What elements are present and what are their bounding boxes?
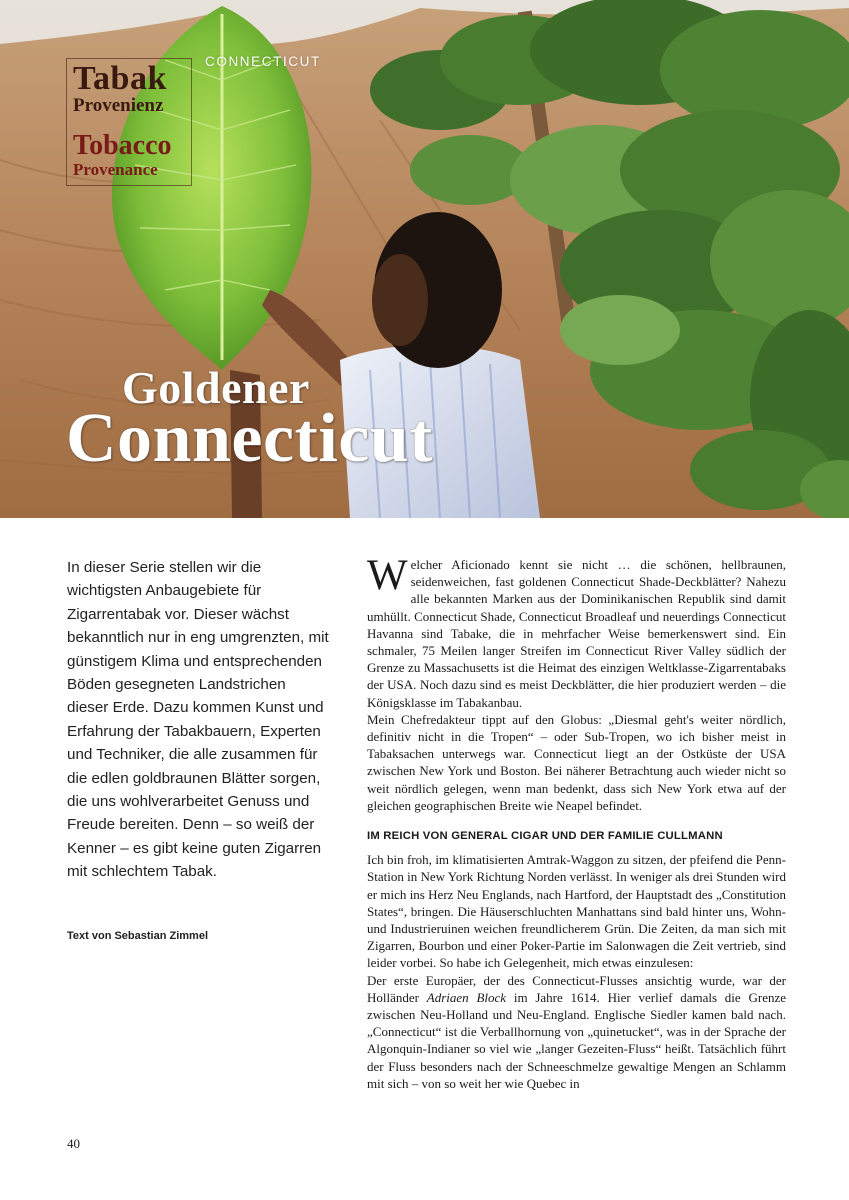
badge-tobacco: Tobacco	[73, 130, 172, 161]
subheading: IM REICH VON GENERAL CIGAR UND DER FAMILIE CULLMANN	[367, 830, 723, 843]
paragraph-2: Mein Chefredakteur tippt auf den Globus: „Diesmal geht's weiter nördlich, definitiv nicht in die Tropen“ – oder Sub-Tropen, wo ich bisher meist in Tabaksachen unterwegs war. Connecticut liegt an der Ostküste der USA zwischen New York und Boston. Bei näherer Betrachtung auch wieder nicht so weit nördlich gelegen, wenn man bedenkt, dass sich New York etwa auf der gleichen geographischen Breite wie Neapel befindet.	[367, 711, 786, 813]
page-number: 40	[67, 1136, 80, 1151]
section-label: CONNECTICUT	[205, 54, 321, 69]
hero-photo	[0, 0, 849, 518]
paragraph-1	[367, 552, 786, 711]
badge-tabak: Tabak	[73, 60, 167, 97]
badge-provenance: Provenance	[73, 160, 158, 179]
title-line-1: Goldener	[122, 362, 310, 413]
paragraph-3: Ich bin froh, im klimatisierten Amtrak-Waggon zu sitzen, der pfeifend die Penn-Station in New York Richtung Norden verlässt. In weniger als drei Stunden wird er mich ins Herz Neu Englands, nach Hartford, der Hauptstadt des „Constitution States“, bringen. Die Häuserschluchten Manhattans sind bald hinter uns, Wohn- und Industrieruinen weichen freundlicherem Grün. Die Zeiten, da man sich mit Zigarren, Bourbon und einer Poker-Partie im Salonwagen die Zeit vertrieb, sind leider vorbei. So habe ich Gelegenheit, mich etwas einzulesen:	[367, 852, 786, 971]
intro-column	[67, 556, 329, 884]
person-name: Adriaen Block	[426, 989, 507, 1005]
paragraph-1-text: elcher Aficionado kennt sie nicht … die schönen, hellbraunen, seidenweichen, fast goldenen Connecticut Shade-Deckblätter? Nahezu alle bekannten Marken aus der Dominikanischen Republik sind damit umhüllt. Connecticut Shade, Connecticut Broadleaf und neuerdings Connecticut Havanna sind Tabake, die in mehrfacher Weise bemerkenswert sind. Ein schmaler, 75 Meilen langer Streifen im Connecticut River Valley südlich der Grenze zu Massachusetts ist die Heimat des einzigen Weltklasse-Zigarrentabaks der USA. Noch dazu sind es meist Deckblätter, die hier produziert werden – die Königsklasse im Tabakanbau.	[367, 557, 786, 710]
drop-cap: W	[367, 552, 408, 599]
paragraph-4-text-a: Der erste Europäer, der des Connecticut-Flusses ansichtig wurde, war der Holländer	[367, 972, 786, 1005]
intro-text: In dieser Serie stellen wir die wichtigsten Anbaugebiete für Zigarrentabak vor. Dieser wächst bekanntlich nur in eng umgrenzten, mit günstigem Klima und entsprechenden Böden gesegneten Landstrichen dieser Erde. Dazu kommen Kunst und Erfahrung der Tabakbauern, Experten und Techniker, die alle zusammen für die edlen goldbraunen Blätter sorgen, die uns wohlverarbeitet Genuss und Freude bereiten. Denn – so weiß der Kenner – es gibt keine guten Zigarren mit schlechtem Tabak.	[67, 559, 329, 881]
provenance-badge	[66, 58, 192, 186]
paragraph-4-text-b: im Jahre 1614. Hier verlief damals die Grenze zwischen Neu-Holland und Neu-England. Englische Siedler kamen bald nach. „Connecticut“ ist die Verballhornung von „quinetucket“, was in der Sprache der Algonquin-Indianer so viel wie „langer Gezeiten-Fluss“ heißt. Tatsächlich führt der Fluss besonders nach der Schneeschmelze gewaltige Mengen an Schlamm mit sich – von so weit her wie Quebec in	[367, 989, 787, 1091]
article-body	[367, 552, 787, 1092]
title-line-2: Connecticut	[66, 400, 434, 477]
badge-provenienz: Provenienz	[73, 95, 164, 116]
byline: Text von Sebastian Zimmel	[67, 930, 209, 942]
paragraph-4	[367, 972, 786, 1092]
